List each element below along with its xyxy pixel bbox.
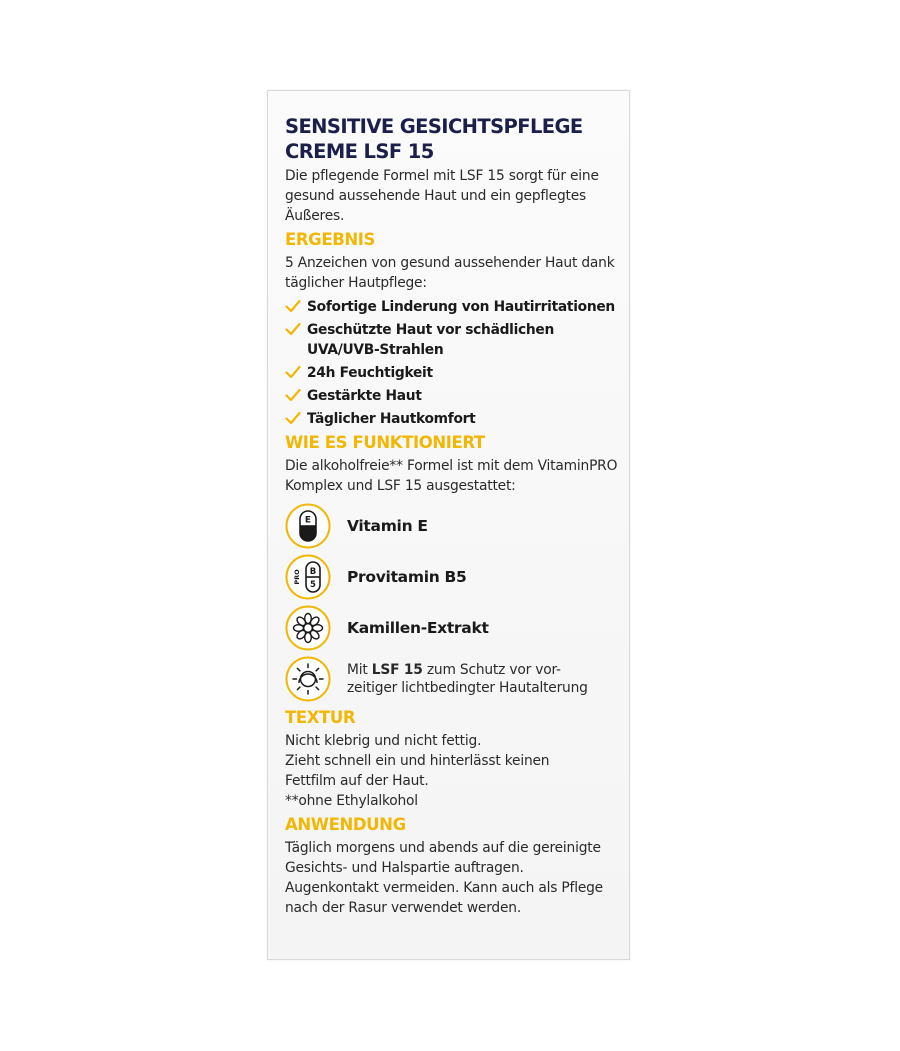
- sun-protection-row: [285, 653, 621, 704]
- svg-text:PRO: PRO: [293, 568, 301, 585]
- sun-text-rest: zum Schutz vor vor-: [422, 661, 561, 678]
- benefit-item: [285, 320, 621, 360]
- sun-icon: [285, 656, 331, 702]
- anwendung-text: Täglich morgens und abends auf die gereinigte Gesichts- und Halspartie auftragen. Augenkontakt vermeiden. Kann auch als Pflege nach der Rasur verwendet werden.: [285, 840, 603, 916]
- benefit-item: [285, 363, 621, 383]
- textur-note: **ohne Ethylalkohol: [285, 793, 418, 809]
- intro-text: Die pflegende Formel mit LSF 15 sorgt für eine gesund aussehende Haut und ein gepflegtes Äußeres.: [285, 168, 599, 224]
- checkmark-icon: [285, 365, 301, 379]
- chamomile-flower-icon: [285, 605, 331, 651]
- svg-text:B: B: [309, 566, 317, 577]
- benefit-list: [285, 297, 621, 429]
- ergebnis-text: 5 Anzeichen von gesund aussehender Haut dank täglicher Hautpflege:: [285, 255, 615, 291]
- ingredient-label: Provitamin B5: [347, 567, 467, 586]
- heading-anwendung: ANWENDUNG: [285, 815, 406, 834]
- provitamin-b5-capsule-icon: [285, 554, 331, 600]
- product-info-panel: [267, 90, 630, 960]
- funktion-text: Die alkoholfreie** Formel ist mit dem VitaminPRO Komplex und LSF 15 ausgestattet:: [285, 458, 618, 494]
- product-title: [285, 114, 621, 164]
- svg-text:5: 5: [310, 579, 316, 590]
- ingredient-row: [285, 551, 621, 602]
- heading-funktion: WIE ES FUNKTIONIERT: [285, 433, 485, 452]
- ingredient-list: [285, 500, 621, 704]
- benefit-label: Gestärkte Haut: [307, 388, 422, 404]
- benefit-label: Täglicher Hautkomfort: [307, 411, 476, 427]
- checkmark-icon: [285, 299, 301, 313]
- benefit-item: [285, 297, 621, 317]
- product-title-line2: CREME LSF 15: [285, 140, 434, 163]
- heading-textur: TEXTUR: [285, 708, 356, 727]
- checkmark-icon: [285, 388, 301, 402]
- benefit-item: [285, 386, 621, 406]
- product-title-line1: SENSITIVE GESICHTSPFLEGE: [285, 115, 583, 138]
- ingredient-label: Vitamin E: [347, 516, 428, 535]
- sun-text-bold: LSF 15: [371, 661, 423, 678]
- vitamin-e-capsule-icon: [285, 503, 331, 549]
- sun-text-line2: zeitiger lichtbedingter Hautalterung: [347, 679, 588, 696]
- checkmark-icon: [285, 322, 301, 336]
- sun-protection-text: [347, 661, 588, 697]
- svg-text:E: E: [304, 515, 312, 525]
- checkmark-icon: [285, 411, 301, 425]
- benefit-label: Geschützte Haut vor schädlichen UVA/UVB-Strahlen: [307, 322, 554, 358]
- benefit-label: Sofortige Linderung von Hautirritationen: [307, 299, 615, 315]
- ingredient-row: [285, 602, 621, 653]
- ingredient-label: Kamillen-Extrakt: [347, 618, 489, 637]
- panel-content: [285, 114, 621, 918]
- ingredient-row: [285, 500, 621, 551]
- sun-text-pre: Mit: [347, 661, 372, 678]
- textur-line1: Nicht klebrig und nicht fettig.: [285, 733, 482, 749]
- benefit-item: [285, 409, 621, 429]
- textur-line2: Zieht schnell ein und hinterlässt keinen Fettfilm auf der Haut.: [285, 753, 550, 789]
- heading-ergebnis: ERGEBNIS: [285, 230, 375, 249]
- benefit-label: 24h Feuchtigkeit: [307, 365, 433, 381]
